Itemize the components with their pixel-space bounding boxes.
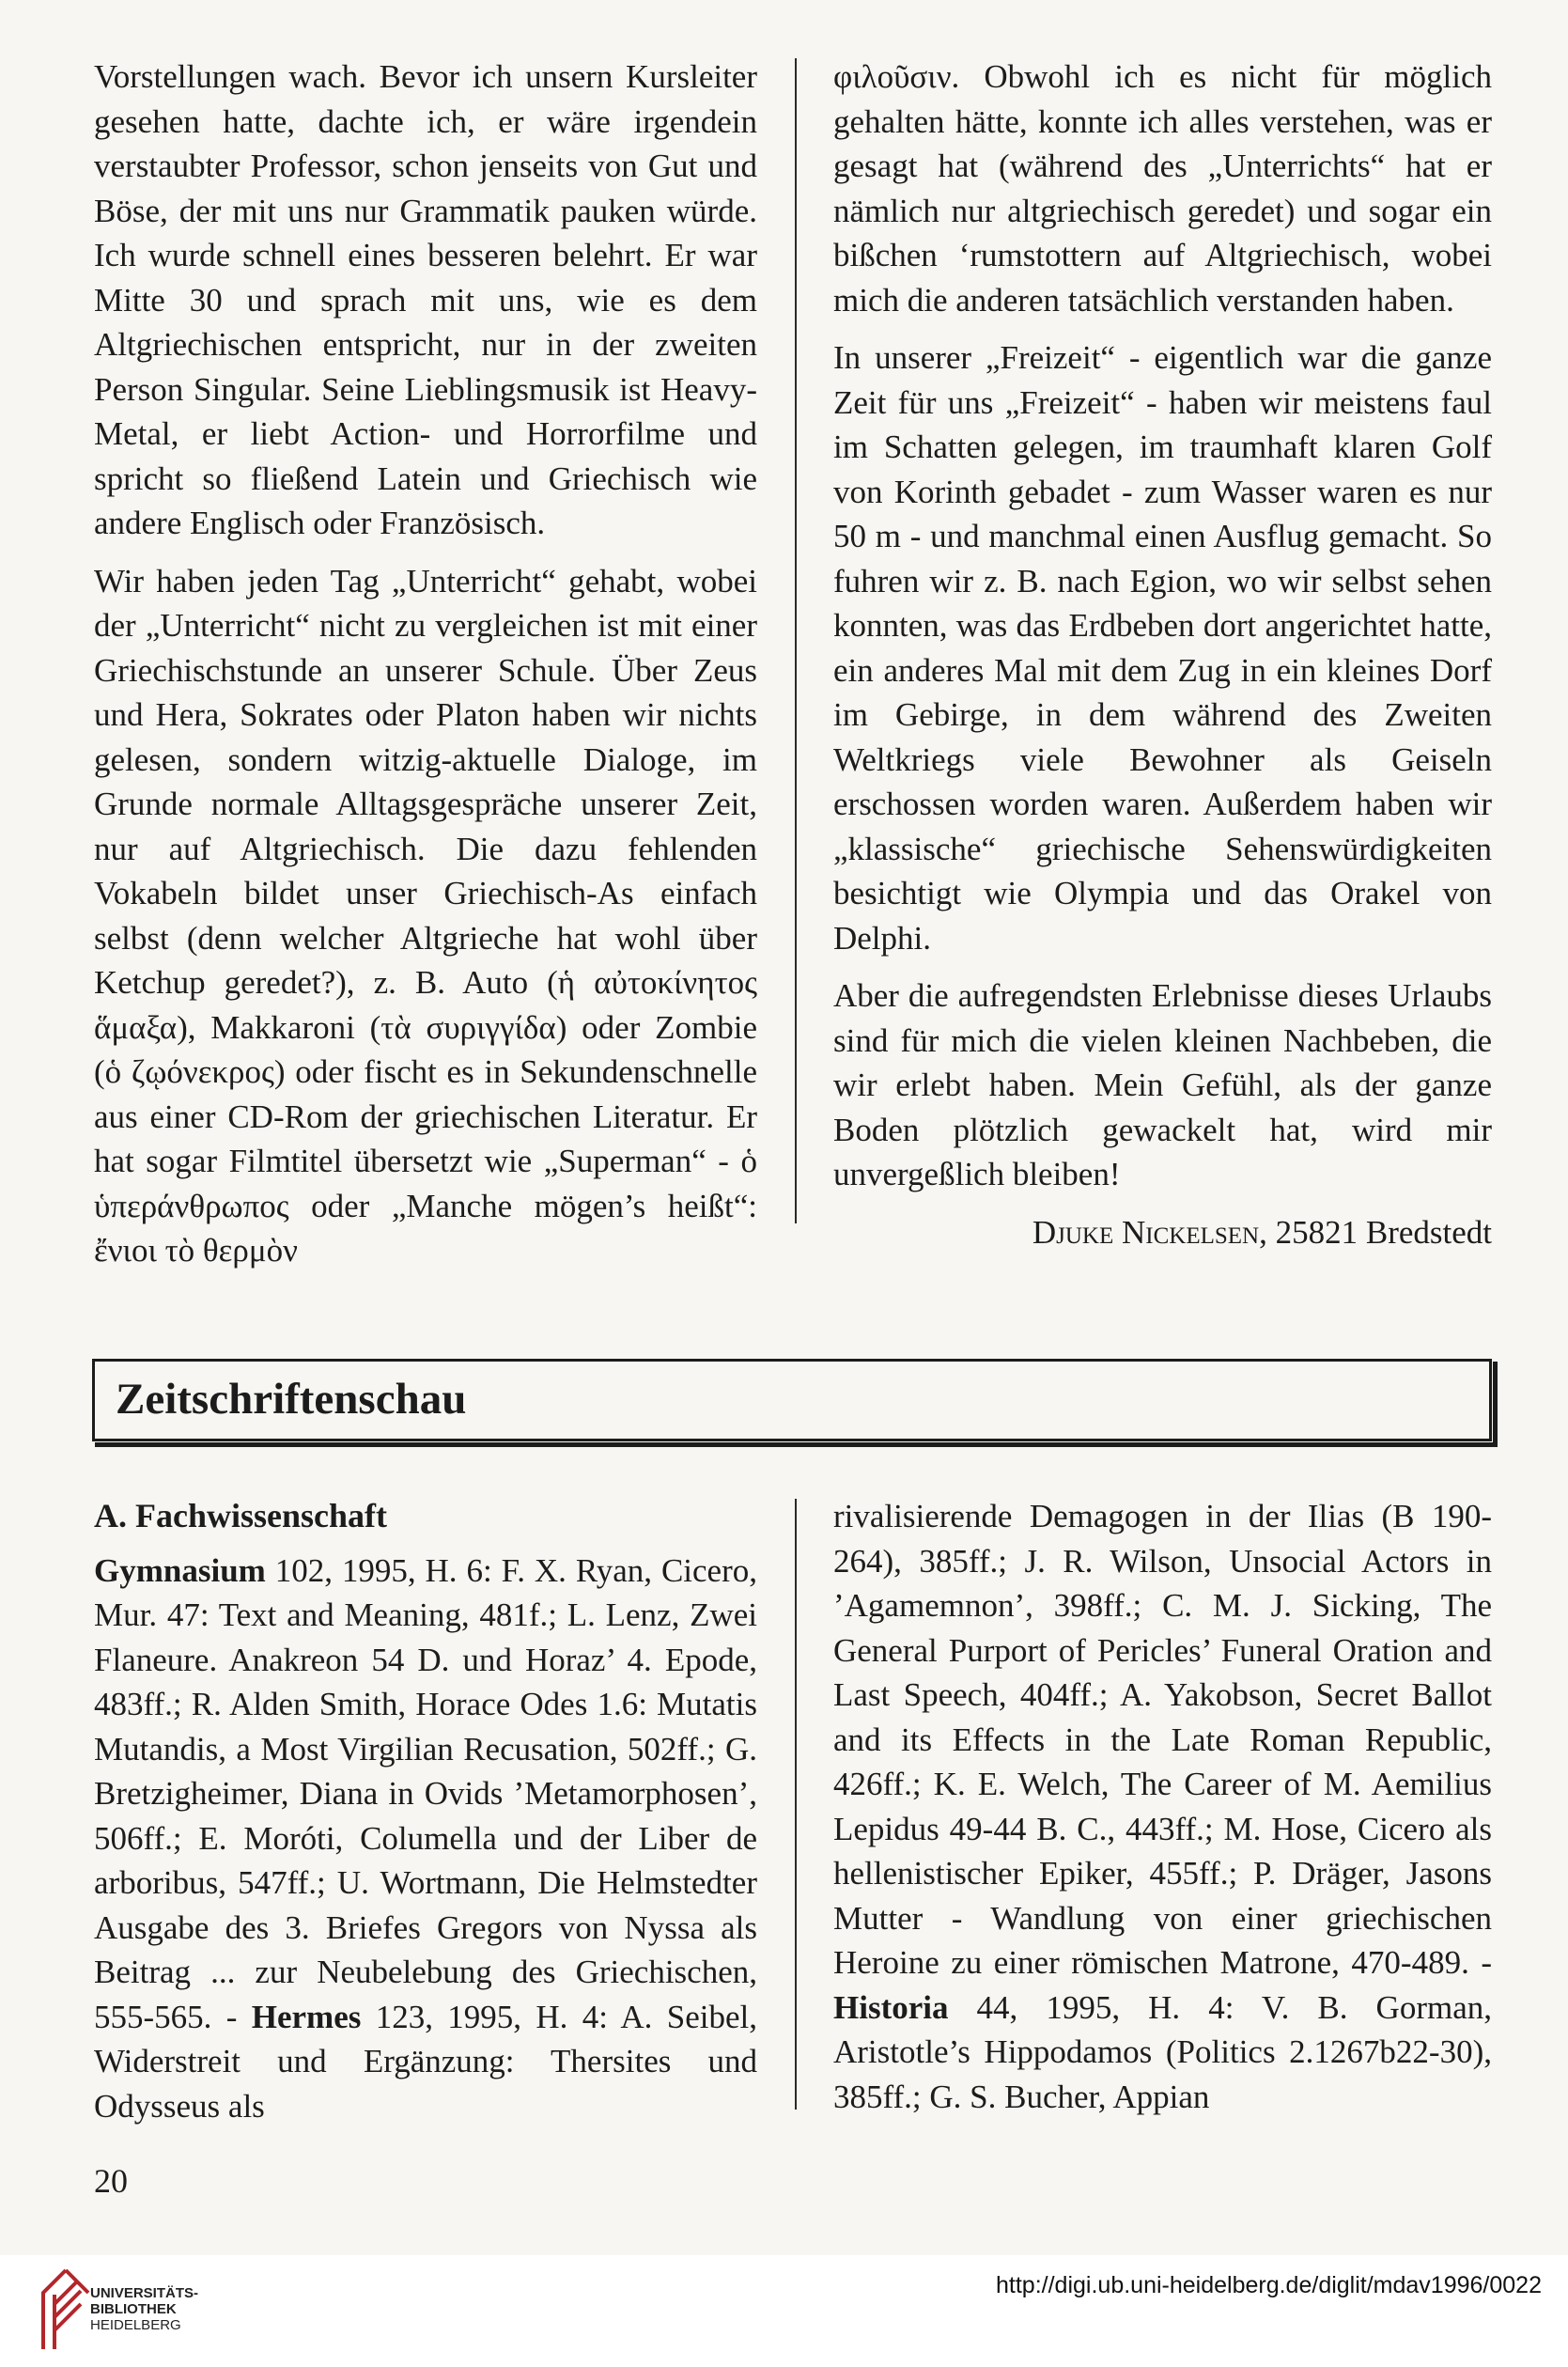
section-header-box	[92, 1359, 1492, 1441]
library-name-line: HEIDELBERG	[90, 2317, 181, 2333]
article-column-left	[94, 55, 757, 1286]
article-column-right	[833, 55, 1492, 1254]
section-title: Zeitschriftenschau	[116, 1375, 467, 1424]
review-column-left	[94, 1494, 757, 2141]
article-paragraph: Aber die aufregendsten Erlebnisse dieses Urlaubs sind für mich die vielen kleinen Nachbeben, die wir erlebt haben. Mein Gefühl, als der ganze Boden plötzlich gewackelt hat, wird mir unvergeßlich bleiben!	[833, 977, 1492, 1192]
author-signature	[833, 1210, 1492, 1255]
column-divider	[795, 58, 797, 1223]
article-paragraph: Vorstellungen wach. Bevor ich unsern Kursleiter gesehen hatte, dachte ich, er wäre irgendein verstaubter Professor, schon jenseits von Gut und Böse, der mit uns nur Grammatik pauken würde. Ich wurde schnell eines besseren belehrt. Er war Mitte 30 und sprach mit uns, wie es dem Altgriechischen entspricht, nur in der zweiten Person Singular. Seine Lieblingsmusik ist Heavy-Metal, er liebt Action- und Horrorfilme und spricht so fließend Latein und Griechisch wie andere Englisch oder Französisch.	[94, 58, 757, 541]
subsection-heading: A. Fachwissenschaft	[94, 1497, 387, 1534]
article-paragraph: Wir haben jeden Tag „Unterricht“ gehabt, wobei der „Unterricht“ nicht zu vergleichen ist mit einer Griechischstunde an unserer Schule. Über Zeus und Hera, Sokrates oder Platon haben wir nichts gelesen, sondern witzig-aktuelle Dialoge, im Grunde normale Alltagsgespräche unserer Zeit, nur auf Altgriechisch. Die dazu fehlenden Vokabeln bildet unser Griechisch-As einfach selbst (denn welcher Altgrieche hat wohl über Ketchup geredet?), z. B. Auto (ἡ αὐτοκίνητος ἅμαξα), Makkaroni (τὰ συριγγίδα) oder Zombie (ὁ ζῳόνεκρος) oder fischt es in Sekundenschnelle aus einer CD-Rom der griechischen Literatur. Er hat sogar Filmtitel übersetzt wie „Superman“ - ὁ ὑπεράνθρωπος oder „Manche mögen’s heißt“: ἔνιοι τὸ θερμὸν	[94, 562, 757, 1269]
journal-entries: rivalisierende Demagogen in der Ilias (B 190-264), 385ff.; J. R. Wilson, Unsocial Actors in ’Agamemnon’, 398ff.; C. M. J. Sicking, The General Purport of Pericles’ Funeral Oration and Last Speech, 404ff.; A. Yakobson, Secret Ballot and its Effects in the Late Roman Republic, 426ff.; K. E. Welch, The Career of M. Aemilius Lepidus 49-44 B. C., 443ff.; M. Hose, Cicero als hellenistischer Epiker, 455ff.; P. Dräger, Jasons Mutter - Wandlung von einer griechischen Heroine zu einer römischen Matrone, 470-489. -	[833, 1498, 1492, 1981]
author-place: , 25821 Bredstedt	[1259, 1213, 1492, 1251]
footer-bar	[0, 2255, 1568, 2367]
review-entries	[833, 1494, 1492, 2119]
library-logo-icon	[38, 2266, 94, 2353]
article-paragraph: In unserer „Freizeit“ - eigentlich war die ganze Zeit für uns „Freizeit“ - haben wir meistens faul im Schatten gelegen, im traumhaft klaren Golf von Korinth gebadet - zum Wasser waren es nur 50 m - und manchmal einen Ausflug gemacht. So fuhren wir z. B. nach Egion, wo wir selbst sehen konnten, was das Erdbeben dort angerichtet hatte, ein anderes Mal mit dem Zug in ein kleines Dorf im Gebirge, in dem während des Zweiten Weltkriegs viele Bewohner als Geiseln erschossen worden waren. Außerdem haben wir „klassische“ griechische Sehenswürdigkeiten besichtigt wie Olympia und das Orakel von Delphi.	[833, 339, 1492, 957]
page-number: 20	[94, 2162, 128, 2200]
journal-entries: 102, 1995, H. 6: F. X. Ryan, Cicero, Mur. 47: Text and Meaning, 481f.; L. Lenz, Zwei Flaneure. Anakreon 54 D. und Horaz’ 4. Epode, 483ff.; R. Alden Smith, Horace Odes 1.6: Mutatis Mutandis, a Most Virgilian Recusation, 502ff.; G. Bretzigheimer, Diana in Ovids ’Metamorphosen’, 506ff.; E. Moróti, Columella und der Liber de arboribus, 547ff.; U. Wortmann, Die Helmstedter Ausgabe des 3. Briefes Gregors von Nyssa als Beitrag ... zur Neubelebung des Griechischen, 555-565. -	[94, 1551, 757, 2035]
author-name: Djuke Nickelsen	[1032, 1213, 1260, 1251]
library-name-line: UNIVERSITÄTS-	[90, 2285, 199, 2301]
column-divider	[795, 1499, 797, 2110]
review-entries	[94, 1549, 757, 2129]
review-column-right	[833, 1494, 1492, 2132]
library-name-line: BIBLIOTHEK	[90, 2301, 177, 2317]
journal-title: Hermes	[251, 1998, 362, 2035]
journal-entries: 123, 1995, H. 4: A. Seibel, Widerstreit und Ergänzung: Thersites und Odysseus als	[94, 1998, 757, 2125]
article-paragraph: φιλοῦσιν. Obwohl ich es nicht für möglich gehalten hätte, konnte ich alles verstehen, was er gesagt hat (während des „Unterrichts“ hat er nämlich nur altgriechisch geredet) und sogar ein bißchen ‘rumstottern auf Altgriechisch, wobei mich die anderen tatsächlich verstanden haben.	[833, 58, 1492, 319]
journal-title: Gymnasium	[94, 1551, 266, 1589]
journal-entries: 44, 1995, H. 4: V. B. Gorman, Aristotle’s Hippodamos (Politics 2.1267b22-30), 385ff.; G. S. Bucher, Appian	[833, 1988, 1492, 2115]
journal-title: Historia	[833, 1988, 949, 2026]
source-url-link[interactable]: http://digi.ub.uni-heidelberg.de/diglit/mdav1996/0022	[996, 2272, 1542, 2298]
library-name	[90, 2285, 198, 2333]
